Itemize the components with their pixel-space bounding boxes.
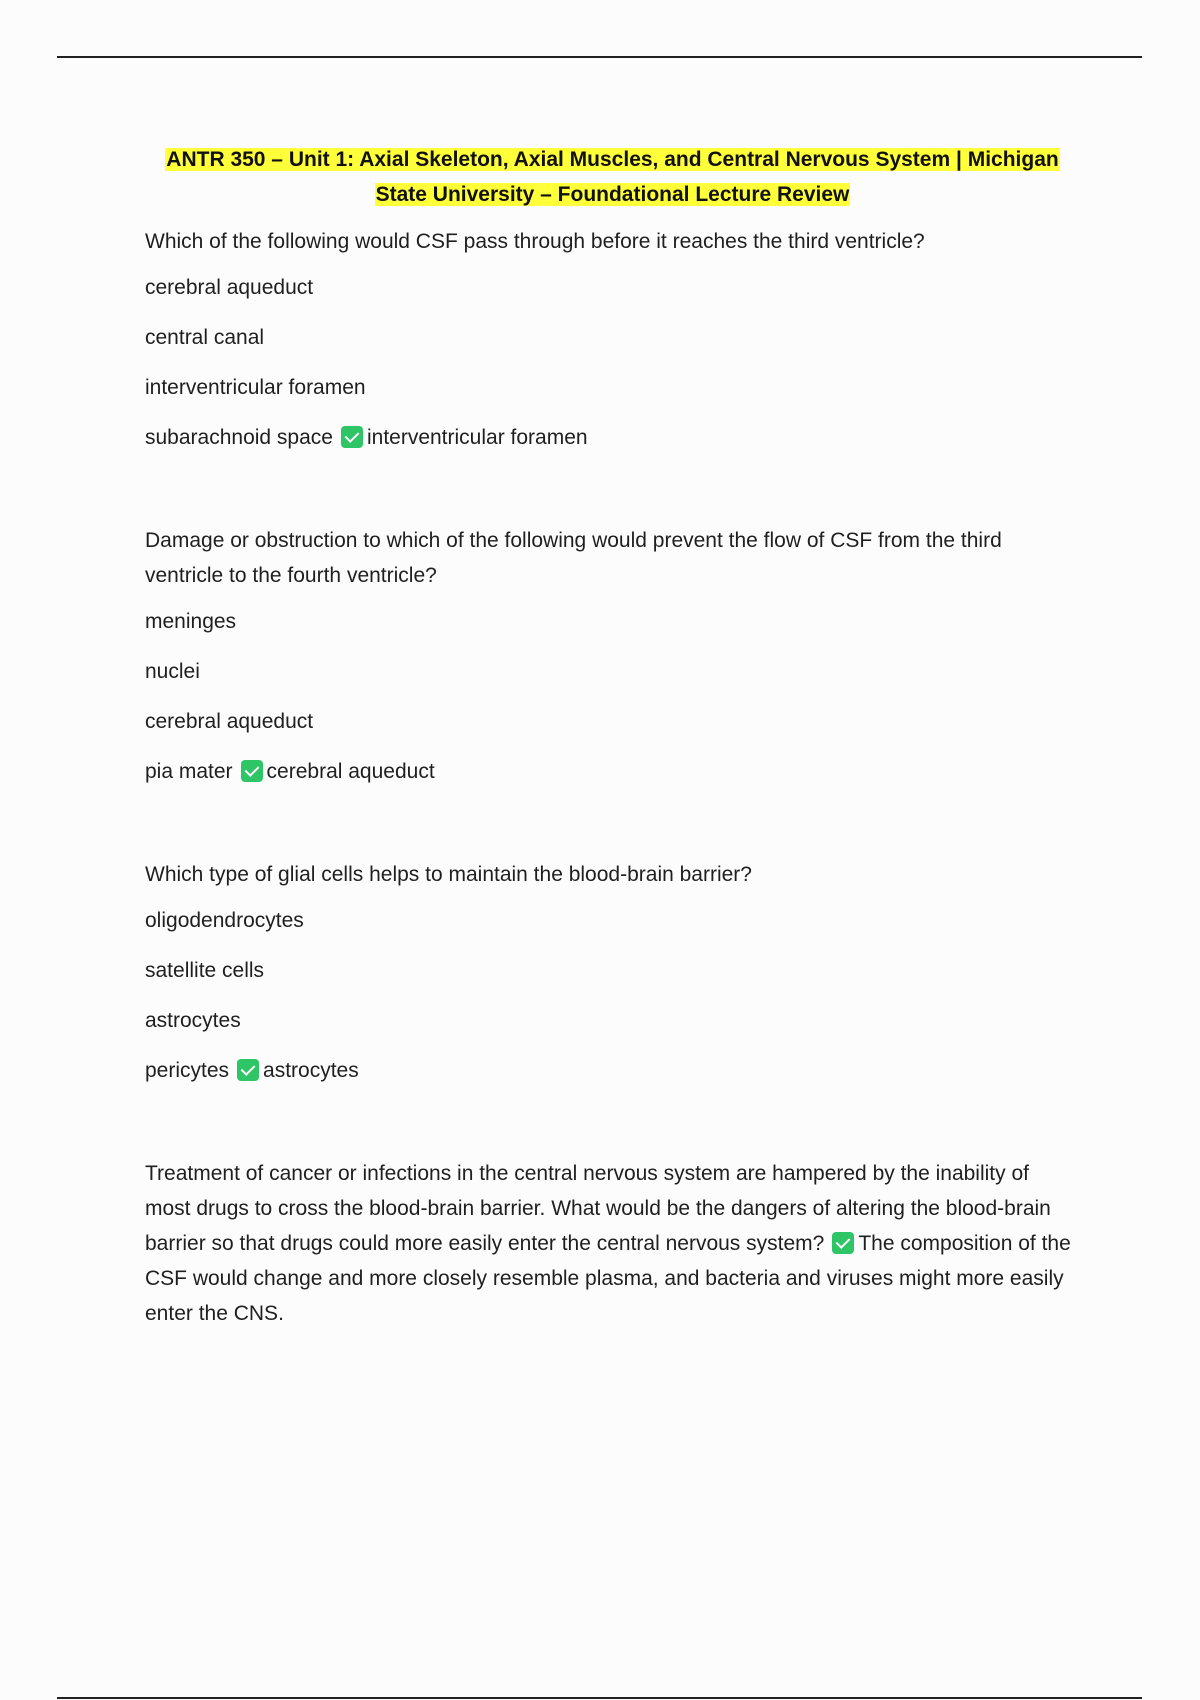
option-c: interventricular foramen bbox=[145, 376, 366, 399]
option-a: cerebral aqueduct bbox=[145, 276, 314, 299]
correct-answer: cerebral aqueduct bbox=[266, 760, 435, 783]
correct-answer: astrocytes bbox=[263, 1059, 359, 1082]
option-d-with-answer bbox=[145, 423, 1080, 453]
question-block-3 bbox=[145, 857, 1080, 1086]
question-text: Which of the following would CSF pass through before it reaches the third ventricle? bbox=[145, 230, 925, 253]
option-d-with-answer bbox=[145, 757, 1080, 787]
title-line-2: State University – Foundational Lecture Review bbox=[375, 183, 850, 206]
option-d: pia mater bbox=[145, 760, 233, 783]
option-a: meninges bbox=[145, 610, 237, 633]
title-line-1: ANTR 350 – Unit 1: Axial Skeleton, Axial Muscles, and Central Nervous System | Michigan bbox=[166, 148, 1059, 171]
essay-paragraph bbox=[145, 1156, 1080, 1331]
option-c: cerebral aqueduct bbox=[145, 710, 314, 733]
option-d-with-answer bbox=[145, 1056, 1080, 1086]
option-b: central canal bbox=[145, 326, 265, 349]
question-block-1 bbox=[145, 224, 1080, 453]
top-rule bbox=[57, 56, 1142, 58]
bottom-rule bbox=[57, 1697, 1142, 1699]
option-b: satellite cells bbox=[145, 959, 265, 982]
correct-answer: interventricular foramen bbox=[366, 426, 588, 449]
essay-block bbox=[145, 1156, 1080, 1331]
question-text: Damage or obstruction to which of the following would prevent the flow of CSF from the third ventricle to the fourth ventricle? bbox=[145, 529, 1002, 587]
essay-answer: The composition of the CSF would change and more closely resemble plasma, and bacteria and viruses might more easily enter the CNS. bbox=[145, 1232, 1071, 1325]
option-d: pericytes bbox=[145, 1059, 230, 1082]
option-b: nuclei bbox=[145, 660, 200, 683]
checkmark-icon bbox=[341, 426, 363, 448]
document-body bbox=[145, 142, 1080, 1331]
essay-question: Treatment of cancer or infections in the central nervous system are hampered by the inability of most drugs to cross the blood-brain barrier. What would be the dangers of altering the blood-brain barrier so that drugs could more easily enter the central nervous system? bbox=[145, 1162, 1051, 1255]
checkmark-icon bbox=[241, 760, 263, 782]
option-d: subarachnoid space bbox=[145, 426, 333, 449]
checkmark-icon bbox=[237, 1059, 259, 1081]
question-block-2 bbox=[145, 523, 1080, 787]
option-c: astrocytes bbox=[145, 1009, 241, 1032]
question-text: Which type of glial cells helps to maintain the blood-brain barrier? bbox=[145, 863, 752, 886]
checkmark-icon bbox=[832, 1232, 854, 1254]
document-title bbox=[145, 142, 1080, 212]
option-a: oligodendrocytes bbox=[145, 909, 304, 932]
